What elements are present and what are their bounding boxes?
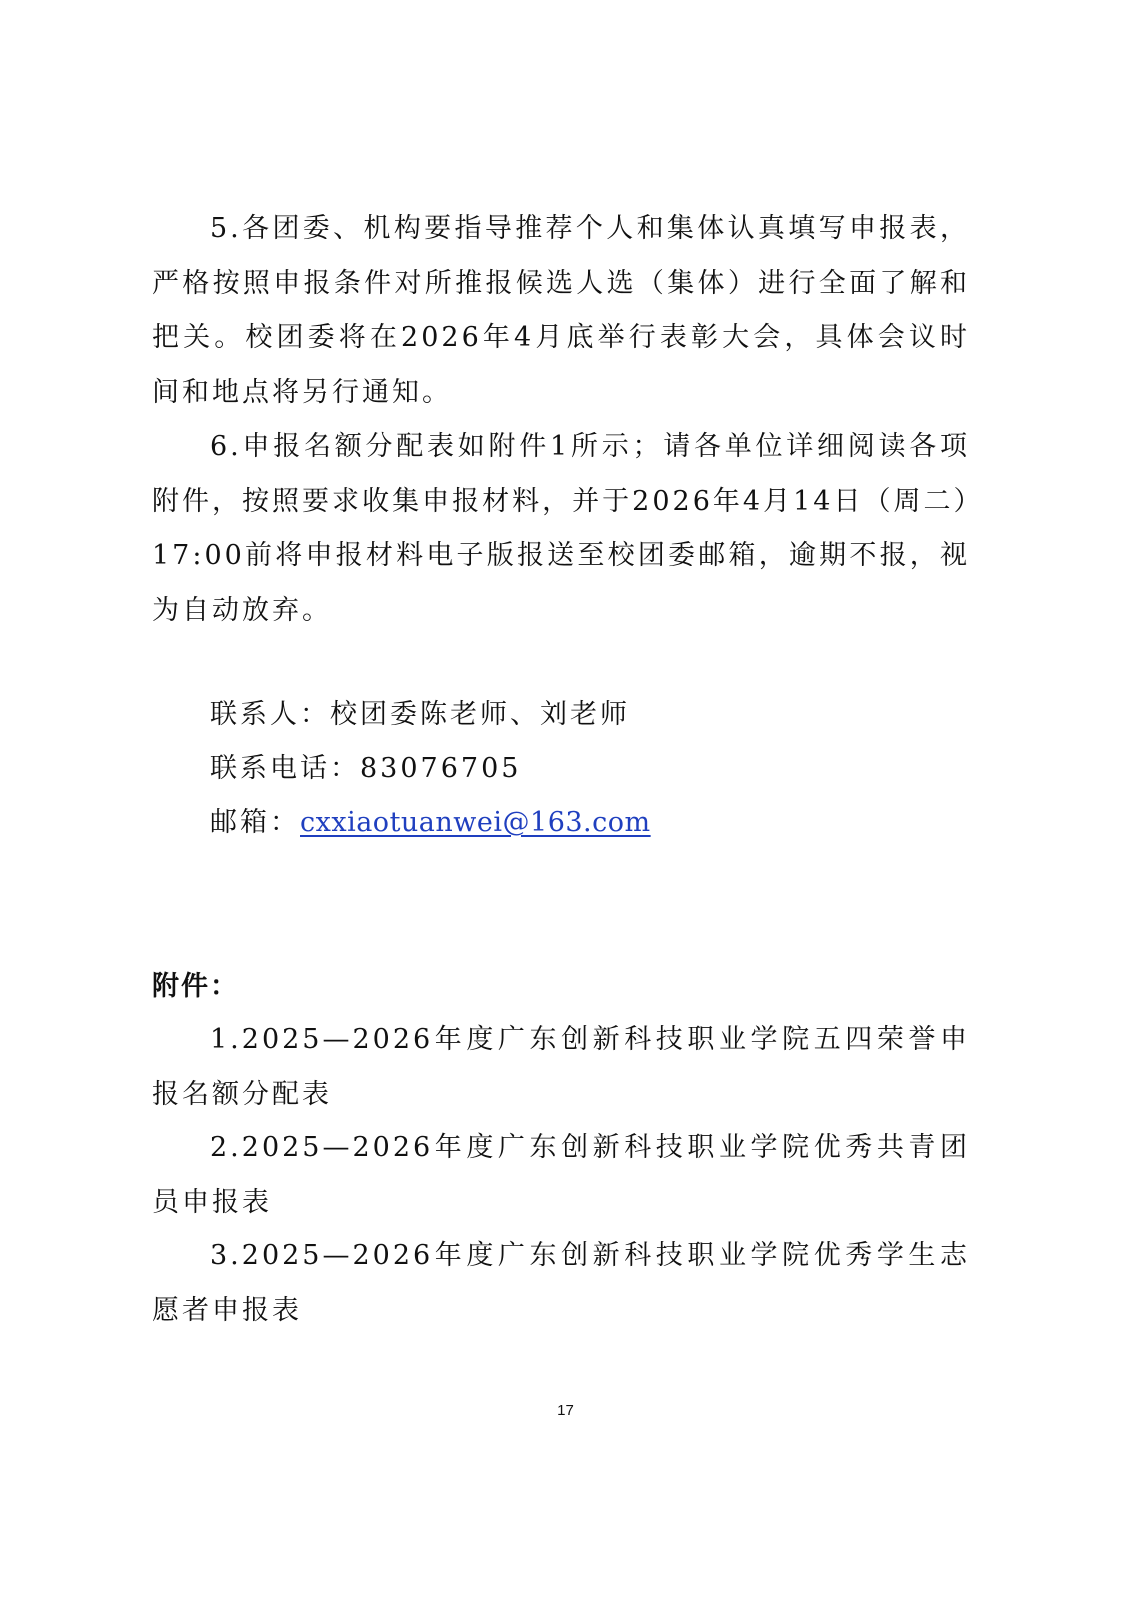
attachments-heading: 附件： (152, 971, 239, 1002)
email-link[interactable]: cxxiaotuanwei@163.com (300, 807, 651, 838)
contact-person: 联系人：校团委陈老师、刘老师 (210, 699, 630, 730)
contact-phone: 联系电话：83076705 (210, 753, 522, 784)
page-number: 17 (557, 1402, 574, 1419)
attachment-item-1: 1.2025—2026年度广东创新科技职业学院五四荣誉申报名额分配表 (152, 1024, 970, 1110)
attachment-item-3: 3.2025—2026年度广东创新科技职业学院优秀学生志愿者申报表 (152, 1240, 970, 1326)
contact-email-line (210, 796, 651, 850)
email-label: 邮箱： (210, 807, 300, 838)
attachment-item-2: 2.2025—2026年度广东创新科技职业学院优秀共青团员申报表 (152, 1132, 970, 1218)
paragraph-item-6: 6.申报名额分配表如附件1所示；请各单位详细阅读各项附件，按照要求收集申报材料，并于2026年4月14日（周二）17:00前将申报材料电子版报送至校团委邮箱，逾期不报，视为自动放弃。 (152, 431, 970, 626)
paragraph-item-5: 5.各团委、机构要指导推荐个人和集体认真填写申报表，严格按照申报条件对所推报候选人选（集体）进行全面了解和把关。校团委将在2026年4月底举行表彰大会，具体会议时间和地点将另行通知。 (152, 213, 970, 408)
